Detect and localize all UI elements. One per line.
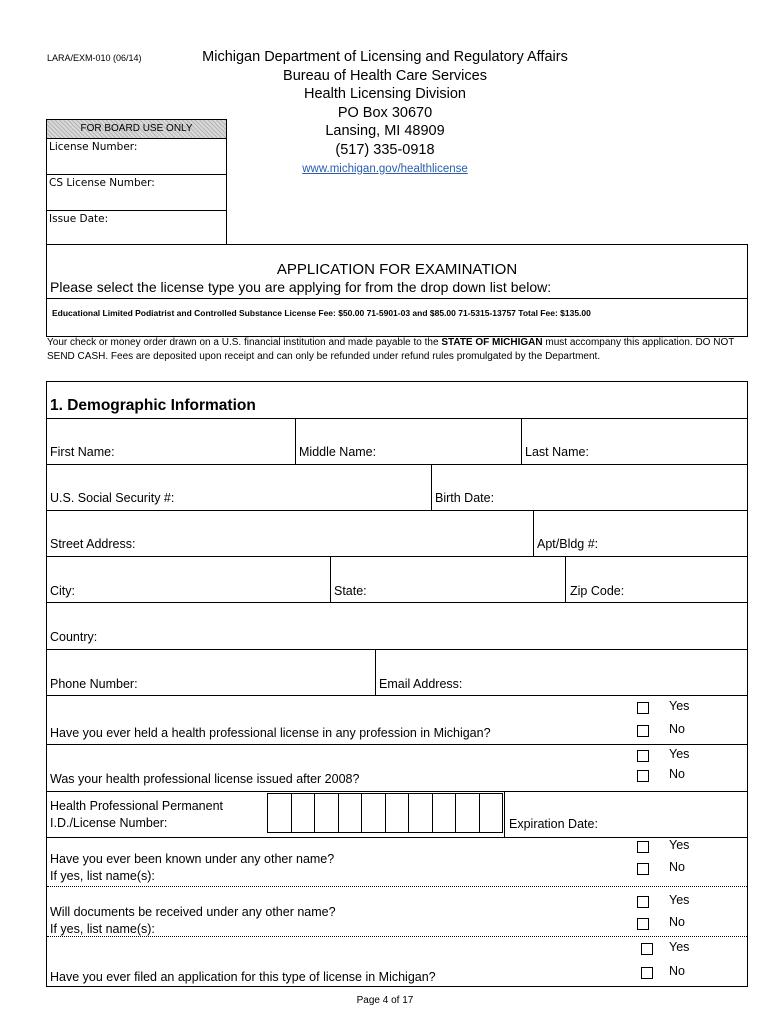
after-2008-yes-checkbox[interactable] bbox=[637, 750, 649, 762]
expiration-date-field[interactable]: Expiration Date: bbox=[509, 817, 598, 831]
yes-option-label: Yes bbox=[669, 747, 690, 761]
question-documents-line1: Will documents be received under any other name? bbox=[50, 905, 336, 919]
state-field[interactable]: State: bbox=[334, 584, 367, 598]
prior-application-no-checkbox[interactable] bbox=[641, 967, 653, 979]
agency-name: Michigan Department of Licensing and Regulatory Affairs bbox=[202, 49, 568, 65]
demographic-section bbox=[46, 381, 748, 987]
board-issue-date-field[interactable]: Issue Date: bbox=[49, 213, 109, 225]
city-field[interactable]: City: bbox=[50, 584, 75, 598]
question-documents-line2: If yes, list name(s): bbox=[50, 922, 155, 936]
street-address-field[interactable]: Street Address: bbox=[50, 537, 136, 551]
po-box: PO Box 30670 bbox=[337, 104, 433, 121]
yes-option-label: Yes bbox=[669, 940, 690, 954]
agency-address-block bbox=[180, 48, 590, 178]
question-other-name-line2: If yes, list name(s): bbox=[50, 869, 155, 883]
page-number: Page 4 of 17 bbox=[356, 995, 414, 1006]
board-use-title: FOR BOARD USE ONLY bbox=[47, 120, 226, 139]
no-option-label: No bbox=[669, 860, 685, 874]
license-type-prompt: Please select the license type you are applying for from the drop down list below: bbox=[47, 279, 747, 299]
no-option-label: No bbox=[669, 767, 685, 781]
question-issued-after-2008: Was your health professional license issued after 2008? bbox=[50, 772, 360, 786]
permanent-id-input-boxes[interactable] bbox=[267, 793, 503, 833]
bureau-name: Bureau of Health Care Services bbox=[283, 67, 487, 84]
city-state-zip: Lansing, MI 48909 bbox=[325, 123, 445, 140]
payee-name: STATE OF MICHIGAN bbox=[441, 337, 543, 348]
division-name: Health Licensing Division bbox=[304, 86, 466, 103]
application-header-box bbox=[46, 244, 748, 337]
documents-no-checkbox[interactable] bbox=[637, 918, 649, 930]
phone-number: (517) 335-0918 bbox=[335, 141, 435, 158]
question-prior-application: Have you ever filed an application for this type of license in Michigan? bbox=[50, 970, 436, 984]
payment-instructions bbox=[47, 336, 747, 363]
payment-text-before: Your check or money order drawn on a U.S. financial institution and made payable to the bbox=[47, 337, 442, 348]
payment-text-after: must accompany this application. DO NOT SEND CASH. Fees are deposited upon receipt and can only be refunded under refund rules promulgated by the Department. bbox=[47, 337, 735, 362]
board-license-number-field[interactable]: License Number: bbox=[47, 139, 226, 175]
yes-option-label: Yes bbox=[669, 838, 690, 852]
prior-license-no-checkbox[interactable] bbox=[637, 725, 649, 737]
zip-code-field[interactable]: Zip Code: bbox=[570, 584, 625, 598]
permanent-id-label bbox=[50, 798, 223, 832]
prior-application-yes-checkbox[interactable] bbox=[641, 943, 653, 955]
permanent-id-label-line1: Health Professional Permanent bbox=[50, 799, 224, 813]
apt-bldg-field[interactable]: Apt/Bldg #: bbox=[537, 537, 599, 551]
other-name-no-checkbox[interactable] bbox=[637, 863, 649, 875]
prior-license-yes-checkbox[interactable] bbox=[637, 702, 649, 714]
question-other-name-line1: Have you ever been known under any other name? bbox=[50, 852, 335, 866]
license-type-dropdown[interactable]: Educational Limited Podiatrist and Controlled Substance License Fee: $50.00 71-5901-03 and $85.00 71-5315-13757 Total Fee: $135.00 bbox=[52, 308, 591, 318]
country-field[interactable]: Country: bbox=[50, 630, 98, 644]
email-address-field[interactable]: Email Address: bbox=[379, 677, 463, 691]
phone-number-field[interactable]: Phone Number: bbox=[50, 677, 138, 691]
documents-yes-checkbox[interactable] bbox=[637, 896, 649, 908]
birth-date-field[interactable]: Birth Date: bbox=[435, 491, 495, 505]
form-code: LARA/EXM-010 (06/14) bbox=[47, 53, 142, 63]
other-name-yes-checkbox[interactable] bbox=[637, 841, 649, 853]
section-title: 1. Demographic Information bbox=[50, 397, 256, 414]
middle-name-field[interactable]: Middle Name: bbox=[299, 445, 377, 459]
website-link[interactable]: www.michigan.gov/healthlicense bbox=[302, 162, 468, 175]
no-option-label: No bbox=[669, 964, 685, 978]
no-option-label: No bbox=[669, 915, 685, 929]
no-option-label: No bbox=[669, 722, 685, 736]
board-cs-license-number-field[interactable]: CS License Number: bbox=[47, 175, 226, 211]
question-other-name bbox=[50, 851, 334, 885]
first-name-field[interactable]: First Name: bbox=[50, 445, 115, 459]
application-title: APPLICATION FOR EXAMINATION bbox=[276, 261, 518, 278]
board-use-box bbox=[46, 119, 227, 245]
question-documents-other-name bbox=[50, 904, 336, 938]
yes-option-label: Yes bbox=[669, 699, 690, 713]
yes-option-label: Yes bbox=[669, 893, 690, 907]
last-name-field[interactable]: Last Name: bbox=[525, 445, 589, 459]
after-2008-no-checkbox[interactable] bbox=[637, 770, 649, 782]
question-prior-mi-license: Have you ever held a health professional license in any profession in Michigan? bbox=[50, 726, 491, 740]
ssn-field[interactable]: U.S. Social Security #: bbox=[50, 491, 175, 505]
permanent-id-label-line2: I.D./License Number: bbox=[50, 816, 168, 830]
